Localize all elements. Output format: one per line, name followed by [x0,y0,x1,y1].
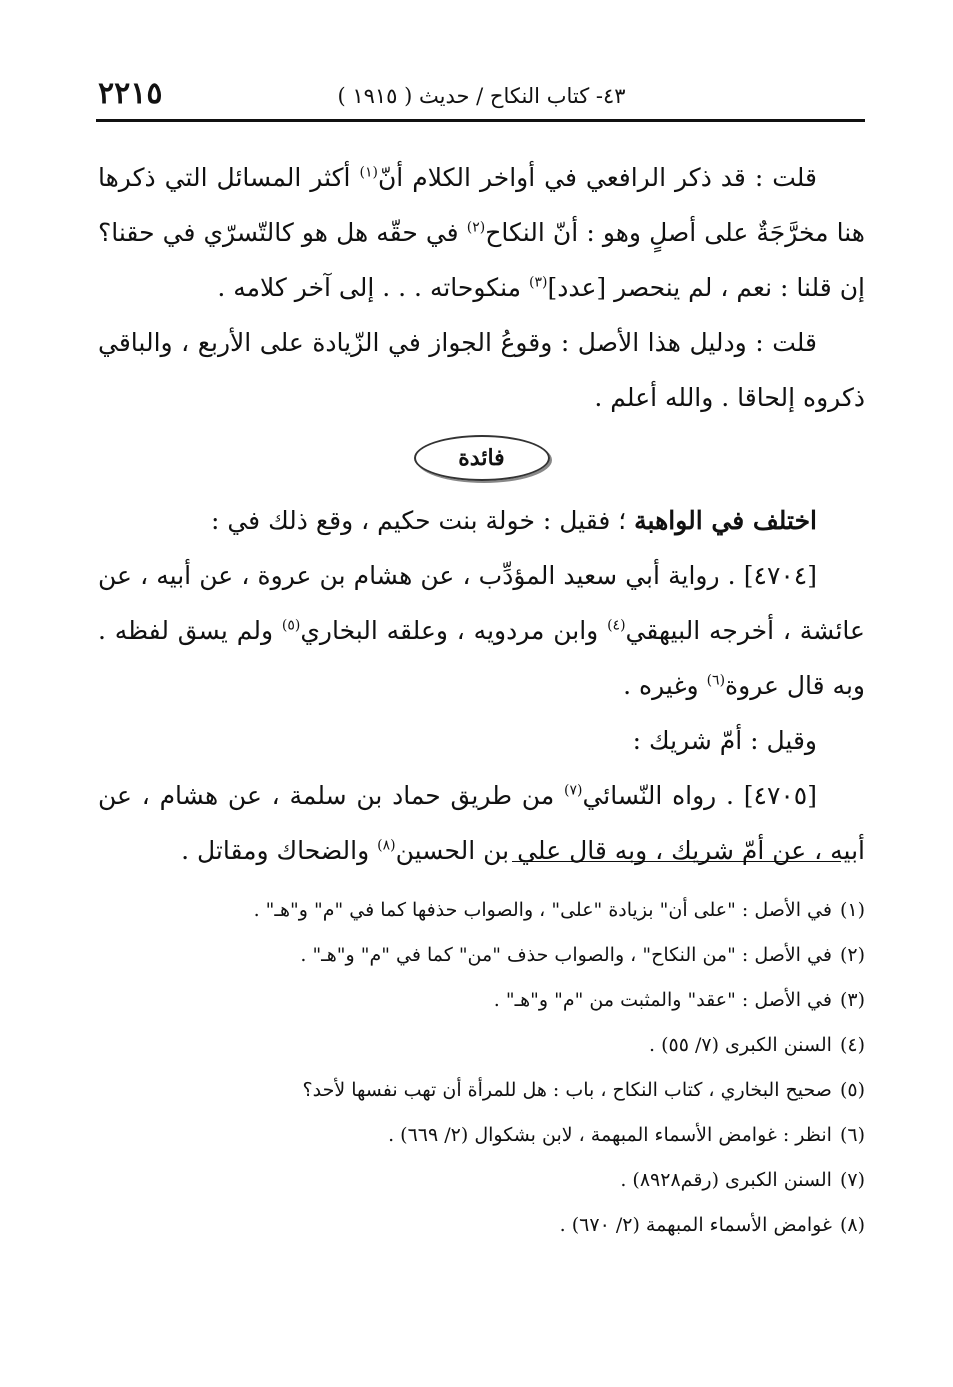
footnote [98,888,865,933]
text-segment: وابن مردويه ، وعلقه البخاري [300,616,608,645]
footnote-ref: (٦) [706,672,726,689]
bold-lead: اختلف في الواهبة [634,506,817,535]
text-segment: [٤٧٠٤] . رواية أبي سعيد المؤدِّب ، عن هشام بن عروة ، عن أبيه ، عن [98,561,817,590]
running-title: ٤٣- كتاب النكاح / حديث ( ١٩١٥ ) [337,84,626,108]
page-header [98,74,865,114]
footnote-text: غوامض الأسماء المبهمة (٢/ ٦٧٠) . [559,1214,832,1236]
footnote-ref: (٨) [377,837,396,854]
main-text [98,150,865,878]
text-segment: منكوحاته . . . إلى آخر كلامه . [217,273,529,302]
footnote-rule [512,861,841,862]
footnote-ref: (٤) [607,617,626,634]
footnote-text: السنن الكبرى (رقم٨٩٢٨) . [620,1169,832,1191]
footnote-number: (٤) [839,1034,865,1056]
footnote-number: (٦) [839,1124,865,1146]
footnote-text: في الأصل : "عقد" والمثبت من "م" و"هـ" . [493,989,832,1011]
text-segment: قلت : قد ذكر الرافعي في أواخر الكلام أنّ [377,163,818,192]
footnote [98,1158,865,1203]
text-segment: وغيره . [623,671,707,700]
footnote-ref: (٧) [564,782,583,799]
paragraph-dalil [98,315,865,425]
footnote-text: انظر : غوامض الأسماء المبهمة ، لابن بشكوال (٢/ ٦٦٩) . [388,1124,832,1146]
text-segment: في حقّه هل هو كالتّسرّي في حقنا؟ إن [98,218,865,302]
footnote-text: صحيح البخاري ، كتاب النكاح ، باب : هل للمرأة أن تهب نفسها لأحد؟ [302,1079,832,1101]
text-segment: قلنا : نعم ، لم ينحصر [عدد] [547,273,832,302]
footnote-text: في الأصل : "على أن" بزيادة "على" ، والصواب حذفها كما في "م" و"هـ" . [253,899,832,921]
text-segment: ذكروه إلحاقا . والله أعلم . [594,383,865,412]
text-segment: من طريق حماد بن سلمة ، عن هشام ، عن أبيه ، [98,781,865,865]
text-segment: قلت : ودليل هذا الأصل : وقوعُ الجواز في الزّيادة على الأربع ، والباقي [98,328,817,357]
footnote-number: (٢) [839,944,865,966]
fayda-heading: فائدة [414,435,550,481]
paragraph-umm-sharik [98,713,865,768]
footnote-number: (٨) [839,1214,865,1236]
footnote [98,1068,865,1113]
paragraph-rafii [98,150,865,315]
footnote [98,1203,865,1248]
text-segment: والضحاك ومقاتل . [181,836,378,865]
footnote-ref: (١) [359,164,378,181]
footnotes [98,888,865,1248]
footnote [98,978,865,1023]
text-segment: ولم يسق لفظه . [98,616,282,645]
paragraph-4704 [98,548,865,713]
footnote-number: (٥) [839,1079,865,1101]
header-rule [96,119,865,122]
text-segment: وبه قال عروة [725,671,865,700]
text-segment: أكثر المسائل التي ذكرها هنا [98,163,865,247]
footnote-ref: (٣) [529,274,548,291]
paragraph-wahiba [98,493,865,548]
text-segment: [٤٧٠٥] . رواه النّسائي [582,781,817,810]
text-segment: ؛ فقيل : خولة بنت حكيم ، وقع ذلك في : [210,506,635,535]
text-segment: عائشة ، أخرجه البيهقي [625,616,865,645]
footnote [98,1023,865,1068]
text-segment: وقيل : أمّ شريك : [632,726,817,755]
text-segment: عن أمّ شريك ، وبه قال علي بن الحسين [395,836,807,865]
footnote-text: في الأصل : "من النكاح" ، والصواب حذف "من" كما في "م" و"هـ" . [300,944,832,966]
footnote-number: (٣) [839,989,865,1011]
footnote [98,933,865,978]
footnote-ref: (٥) [281,617,301,634]
text-segment: مخرَّجَةٌ على أصلٍ وهو : أنّ النكاح [485,218,829,247]
footnote-text: السنن الكبرى (٧/ ٥٥) . [648,1034,832,1056]
page-number: ٢٢١٥ [98,76,163,111]
footnote-number: (١) [839,899,865,921]
footnote [98,1113,865,1158]
fayda-heading-wrap [98,425,865,493]
footnote-number: (٧) [839,1169,865,1191]
footnote-ref: (٢) [466,219,486,236]
